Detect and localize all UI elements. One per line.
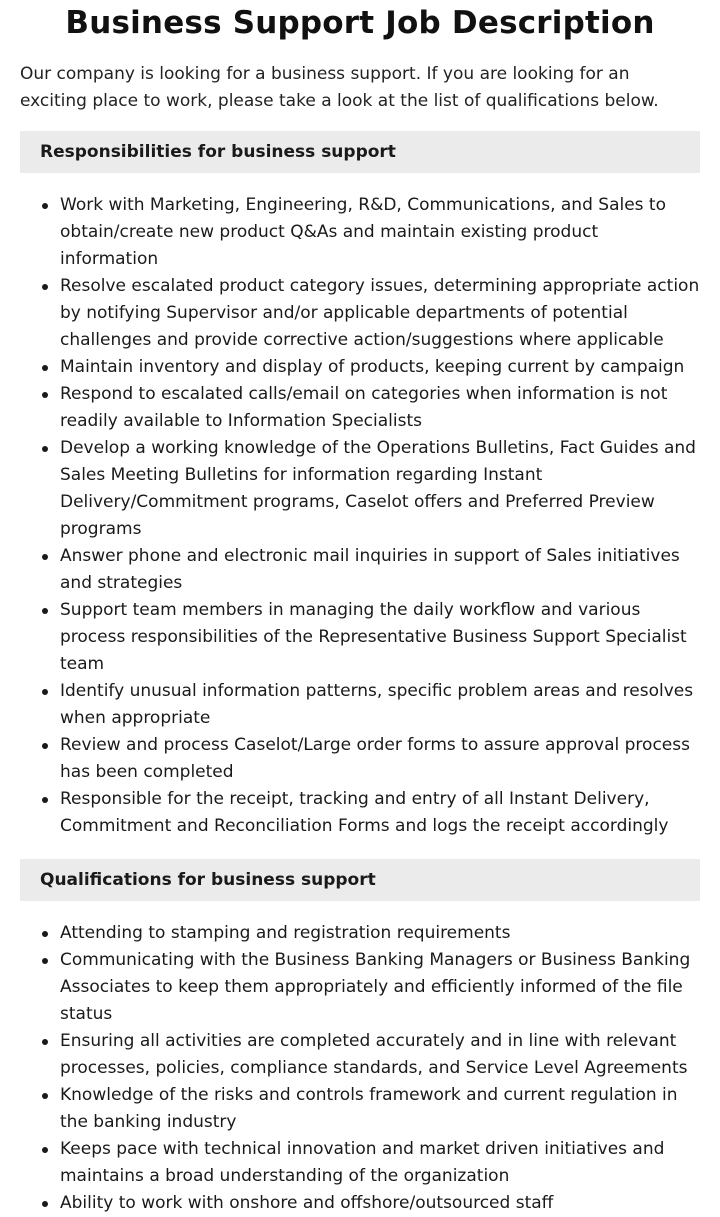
responsibilities-list	[20, 192, 700, 840]
responsibilities-heading: Responsibilities for business support	[20, 131, 700, 173]
qualifications-list	[20, 920, 700, 1217]
intro-paragraph: Our company is looking for a business support. If you are looking for an exciting place to work, please take a look at the list of qualifications below.	[20, 64, 659, 111]
list-item: Resolve escalated product category issues, determining appropriate action by notifying Supervisor and/or applicable departments of potential challenges and provide corrective action/suggestions where applicable	[60, 273, 700, 354]
list-item: Keeps pace with technical innovation and market driven initiatives and maintains a broad understanding of the organization	[60, 1136, 700, 1190]
list-item: Responsible for the receipt, tracking and entry of all Instant Delivery, Commitment and Reconciliation Forms and logs the receipt accordingly	[60, 786, 700, 840]
list-item: Work with Marketing, Engineering, R&D, Communications, and Sales to obtain/create new product Q&As and maintain existing product information	[60, 192, 700, 273]
list-item: Support team members in managing the daily workflow and various process responsibilities of the Representative Business Support Specialist team	[60, 597, 700, 678]
qualifications-heading: Qualifications for business support	[20, 859, 700, 901]
list-item: Knowledge of the risks and controls framework and current regulation in the banking industry	[60, 1082, 700, 1136]
list-item: Ability to work with onshore and offshore/outsourced staff	[60, 1190, 700, 1217]
list-item: Identify unusual information patterns, specific problem areas and resolves when appropriate	[60, 678, 700, 732]
list-item: Attending to stamping and registration requirements	[60, 920, 700, 947]
qualifications-section	[20, 859, 700, 1217]
list-item: Develop a working knowledge of the Operations Bulletins, Fact Guides and Sales Meeting Bulletins for information regarding Instant Delivery/Commitment programs, Caselot offers and Preferred Preview programs	[60, 435, 700, 543]
list-item: Review and process Caselot/Large order forms to assure approval process has been completed	[60, 732, 700, 786]
list-item: Respond to escalated calls/email on categories when information is not readily available to Information Specialists	[60, 381, 700, 435]
responsibilities-section	[20, 131, 700, 840]
list-item: Ensuring all activities are completed accurately and in line with relevant processes, policies, compliance standards, and Service Level Agreements	[60, 1028, 700, 1082]
page-title: Business Support Job Description	[65, 5, 655, 41]
list-item: Answer phone and electronic mail inquiries in support of Sales initiatives and strategies	[60, 543, 700, 597]
list-item: Maintain inventory and display of products, keeping current by campaign	[60, 354, 700, 381]
list-item: Communicating with the Business Banking Managers or Business Banking Associates to keep them appropriately and efficiently informed of the file status	[60, 947, 700, 1028]
